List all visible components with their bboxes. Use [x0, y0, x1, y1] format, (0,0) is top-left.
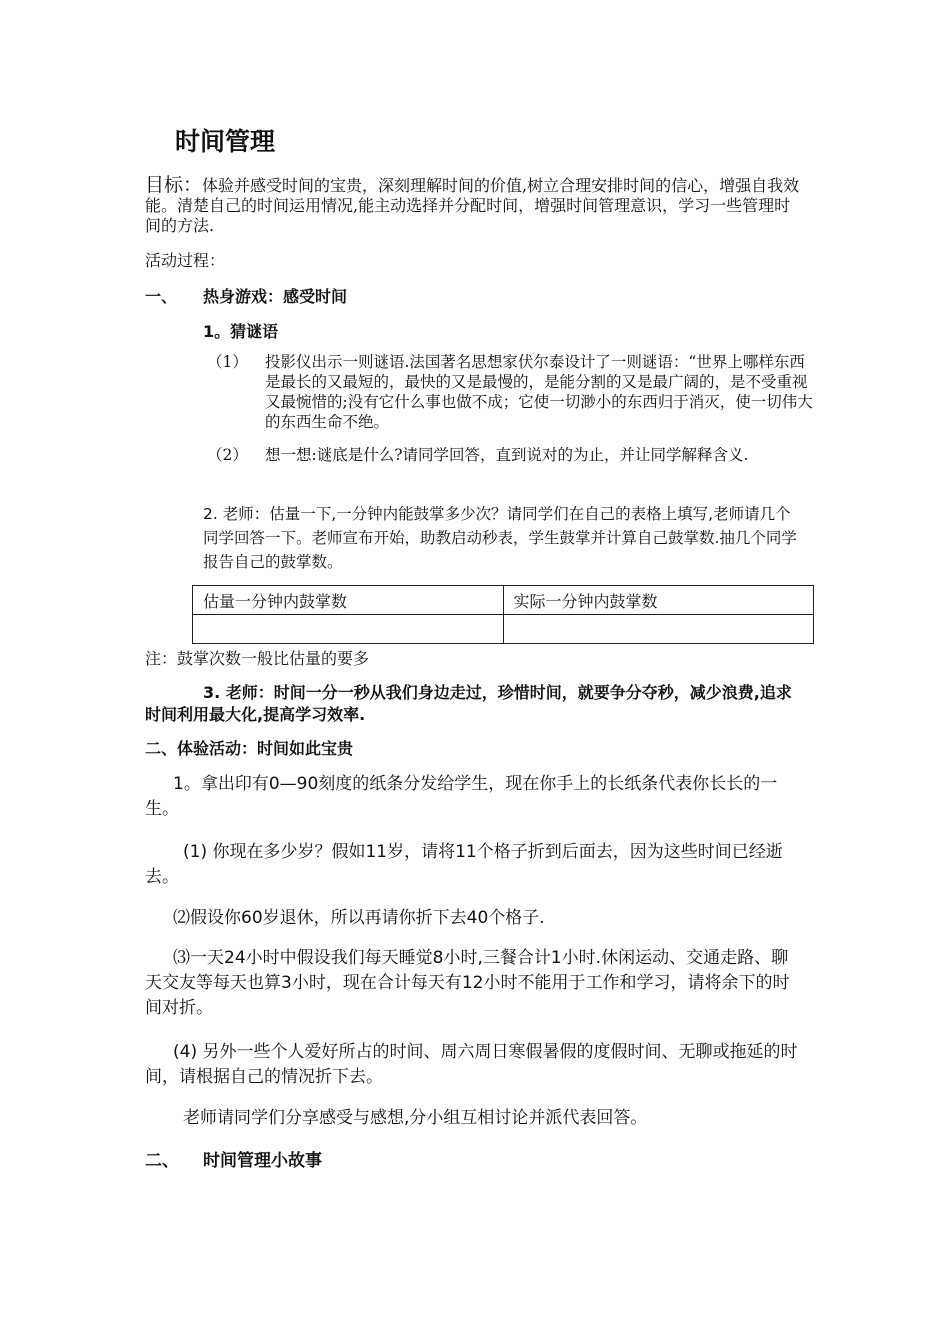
- paragraph: 老师请同学们分享感受与感想,分小组互相讨论并派代表回答。: [183, 1108, 648, 1128]
- clap-estimate-paragraph: 2. 老师：估量一下,一分钟内能鼓掌多少次？请同学们在自己的表格上填写,老师请几个同学回答一下。老师宣布开始，助教启动秒表，学生鼓掌并计算自己鼓掌数.抽几个同学报告自己的鼓掌数。: [203, 505, 797, 571]
- section-heading-2: 二、体验活动：时间如此宝贵: [145, 739, 354, 758]
- list-number: （1）: [207, 353, 248, 371]
- list-item: [207, 352, 815, 432]
- list-text: 想一想:谜底是什么?请同学回答，直到说对的为止，并让同学解释含义.: [265, 446, 749, 464]
- teacher-summary-paragraph: 3. 老师：时间一分一秒从我们身边走过，珍惜时间，就要争分夺秒，减少浪费,追求时间利用最大化,提高学习效率.: [145, 683, 792, 724]
- section-title: 时间管理小故事: [203, 1151, 322, 1171]
- section-heading-1: [145, 284, 347, 307]
- page-title: 时间管理: [175, 127, 276, 156]
- table-cell-actual[interactable]: [503, 615, 814, 644]
- section-heading-3: [145, 1146, 322, 1171]
- section-title: 热身游戏：感受时间: [203, 287, 348, 306]
- list-number: （2）: [207, 446, 248, 464]
- list-text: 投影仪出示一则谜语.法国著名思想家伏尔泰设计了一则谜语：“世界上哪样东西是最长的又最短的，最快的又是最慢的，是能分割的又是最广阔的，是不受重视又最惋惜的;没有它什么事也做不成；它使一切渺小的东西归于消灭，使一切伟大的东西生命不绝。: [265, 353, 813, 431]
- table-header-row: [193, 586, 814, 615]
- goal-paragraph: [145, 175, 805, 236]
- paragraph: ⑵假设你60岁退休，所以再请你折下去40个格子.: [173, 908, 545, 928]
- clap-count-table: [192, 585, 814, 644]
- table-cell-estimate[interactable]: [193, 615, 504, 644]
- paragraph: ⑶一天24小时中假设我们每天睡觉8小时,三餐合计1小时.休闲运动、交通走路、聊天交友等每天也算3小时，现在合计每天有12小时不能用于工作和学习，请将余下的时间对折。: [145, 948, 790, 1018]
- paragraph: (1) 你现在多少岁？假如11岁，请将11个格子折到后面去，因为这些时间已经逝去。: [145, 842, 783, 887]
- process-label: 活动过程：: [145, 251, 226, 270]
- table-header-cell: 实际一分钟内鼓掌数: [503, 586, 814, 615]
- goal-text: 体验并感受时间的宝贵，深刻理解时间的价值,树立合理安排时间的信心，增强自我效能。清楚自己的时间运用情况,能主动选择并分配时间，增强时间管理意识，学习一些管理时间的方法.: [145, 176, 800, 235]
- section-number: 二、: [145, 1151, 179, 1171]
- table-header-cell: 估量一分钟内鼓掌数: [193, 586, 504, 615]
- item-heading-riddle: 1。猜谜语: [203, 322, 279, 341]
- table-note: 注：鼓掌次数一般比估量的要多: [145, 649, 370, 668]
- goal-label: 目标：: [145, 174, 203, 196]
- table-row: [193, 615, 814, 644]
- paragraph: (4) 另外一些个人爱好所占的时间、周六周日寒假暑假的度假时间、无聊或拖延的时间，请根据自己的情况折下去。: [145, 1042, 798, 1087]
- section-number: 一、: [145, 287, 178, 306]
- list-item: [207, 445, 815, 465]
- paragraph: 1。拿出印有0—90刻度的纸条分发给学生，现在你手上的长纸条代表你长长的一生。: [145, 774, 778, 819]
